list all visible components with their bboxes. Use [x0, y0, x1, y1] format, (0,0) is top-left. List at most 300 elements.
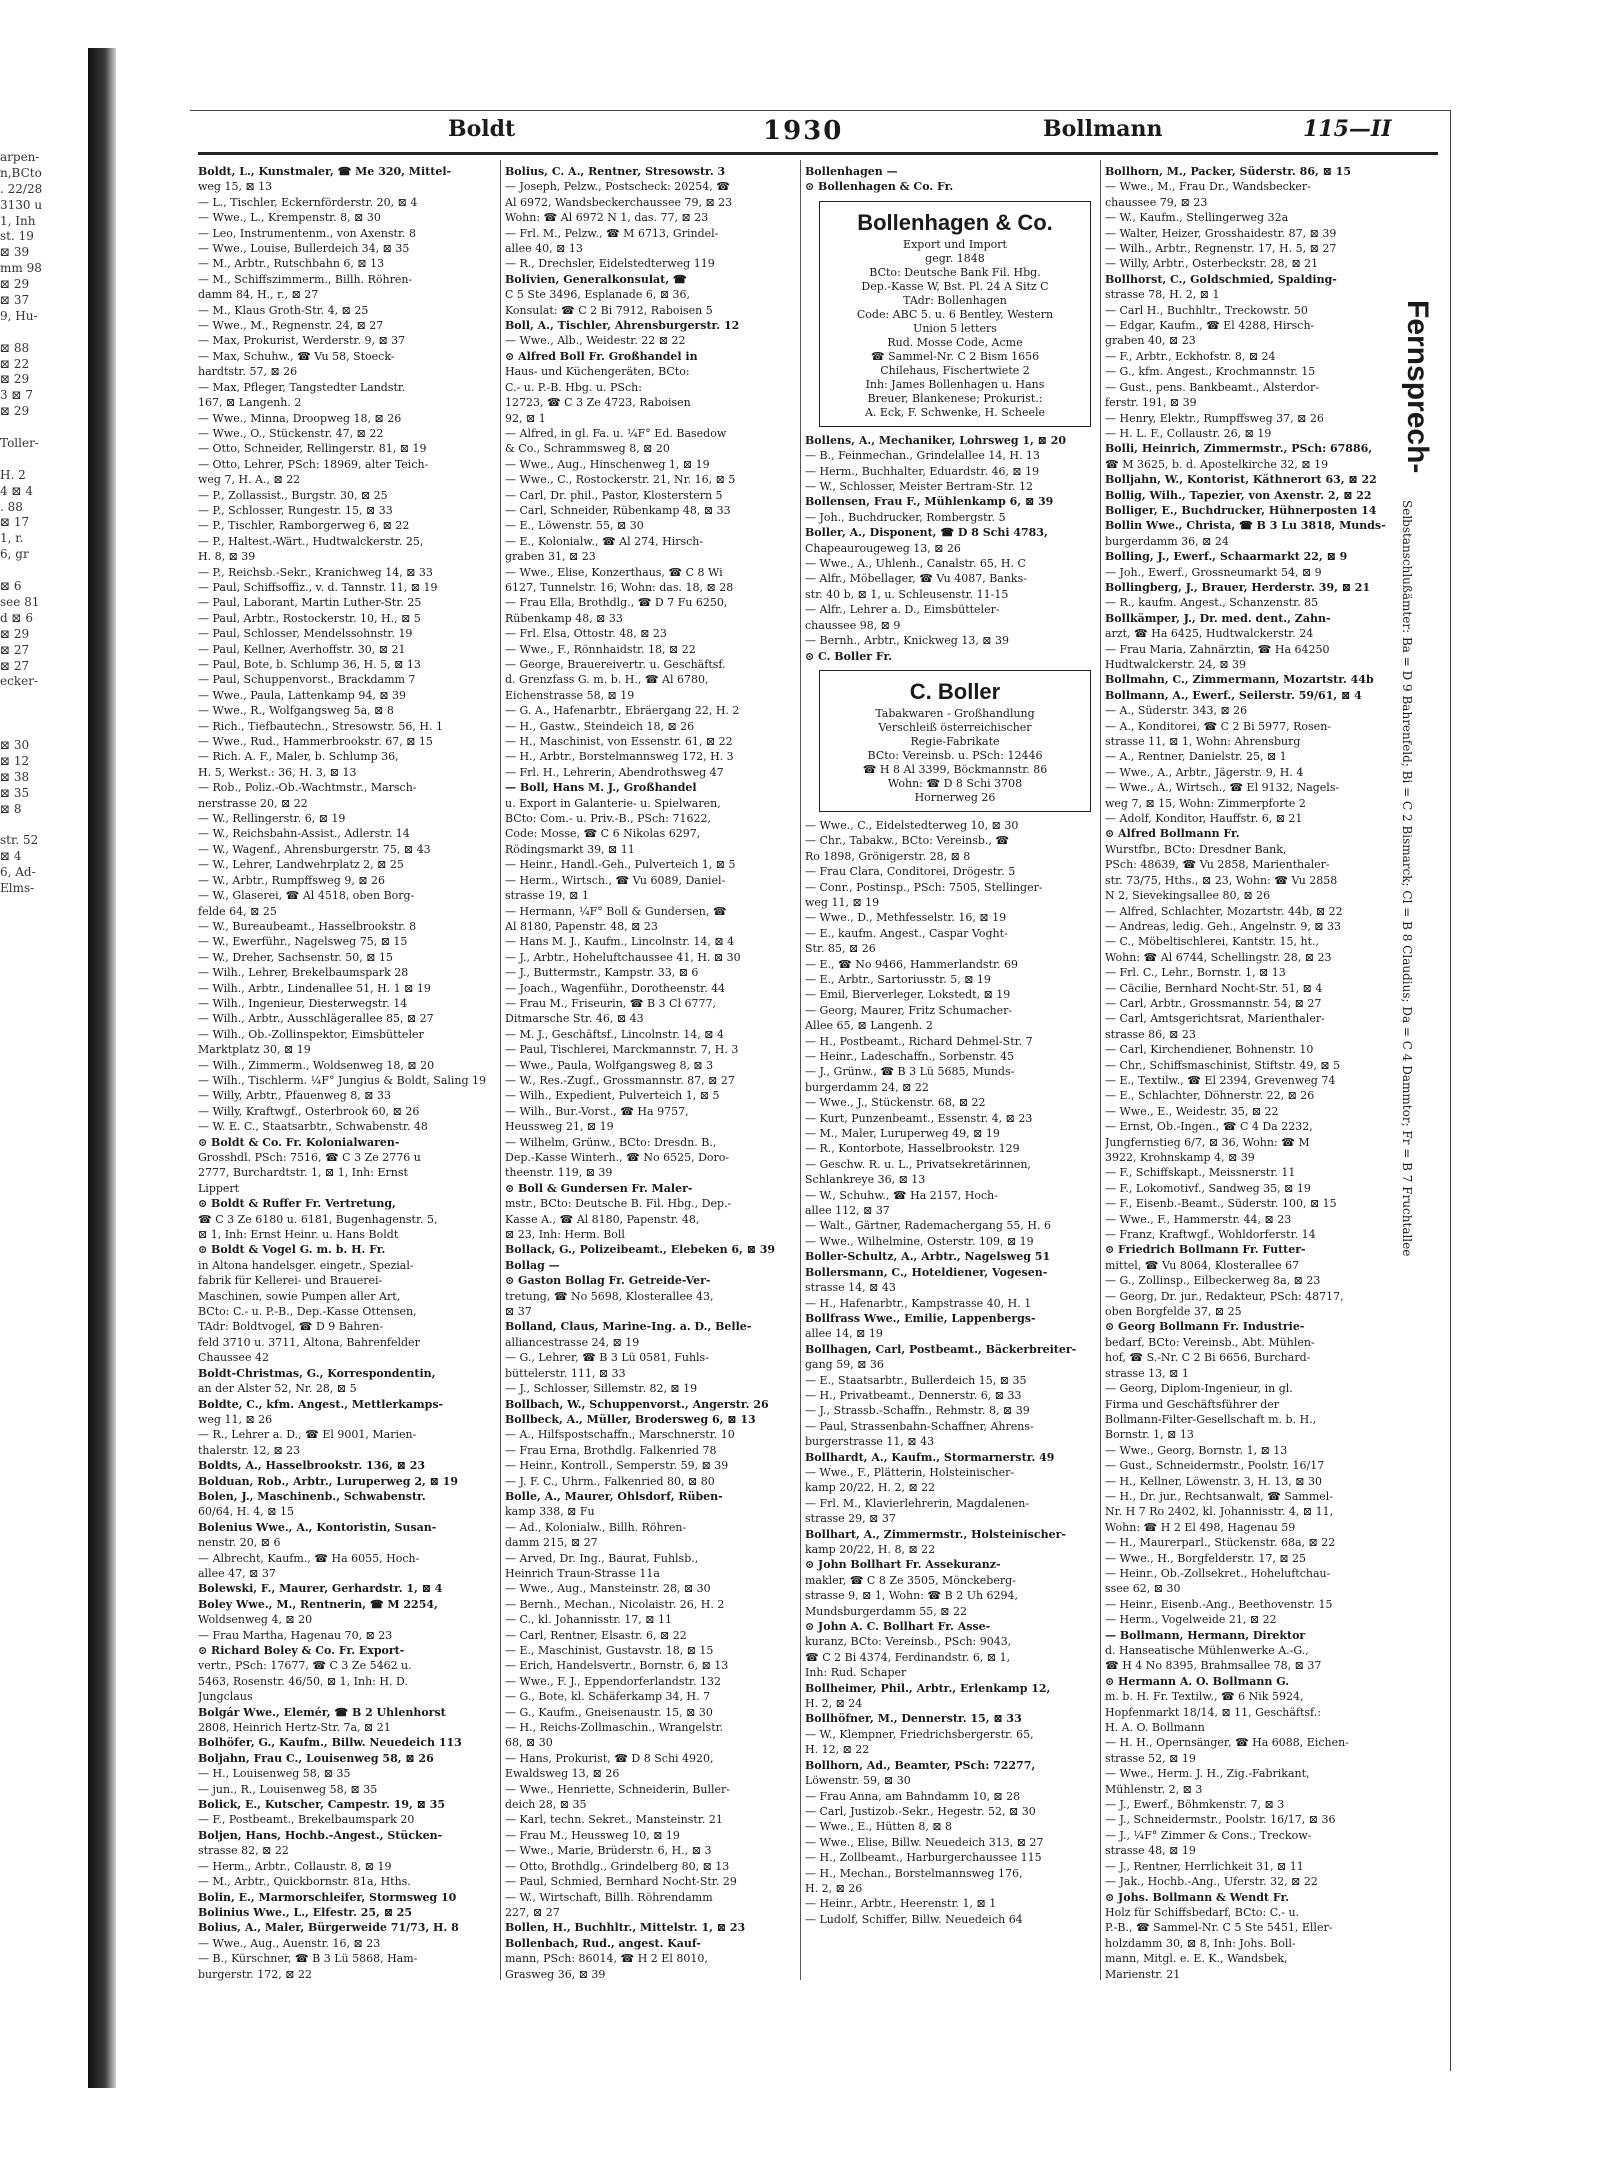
directory-entry: — Wwe., Paula, Wolfgangsweg 8, ⊠ 3 — [505, 1058, 714, 1072]
directory-entry: Heussweg 21, ⊠ 19 — [505, 1120, 614, 1134]
directory-entry: — Paul, Bote, b. Schlump 36, H. 5, ⊠ 13 — [198, 658, 421, 671]
directory-entry: — Wwe., H., Borgfelderstr. 17, ⊠ 25 — [1105, 1551, 1307, 1565]
directory-entry: — Ernst, Ob.-Ingen., ☎ C 4 Da 2232, — [1105, 1120, 1313, 1134]
directory-entry: Bollbach, W., Schuppenvorst., Angerstr. 26 — [505, 1397, 769, 1411]
directory-entry: Bolhöfer, G., Kaufm., Billw. Neuedeich 113 — [198, 1736, 462, 1750]
margin-fragment: see 81 — [0, 594, 40, 609]
directory-entry: strasse 52, ⊠ 19 — [1105, 1751, 1196, 1765]
directory-entry: allee 40, ⊠ 13 — [505, 242, 583, 256]
directory-entry: Bollheimer, Phil., Arbtr., Erlenkamp 12, — [805, 1681, 1051, 1695]
directory-entry: — E., Textilw., ☎ El 2394, Grevenweg 74 — [1105, 1073, 1336, 1087]
directory-entry: — A., Rentner, Danielstr. 25, ⊠ 1 — [1105, 750, 1287, 764]
directory-entry: — Heinr., Arbtr., Heerenstr. 1, ⊠ 1 — [805, 1897, 997, 1911]
directory-entry: hof, ☎ S.-Nr. C 2 Bi 6656, Burchard- — [1105, 1351, 1311, 1365]
margin-fragment: ⊠ 39 — [0, 245, 30, 260]
directory-entry: Inh: Rud. Schaper — [805, 1666, 907, 1680]
margin-fragment: ⊠ 29 — [0, 626, 30, 641]
directory-entry: — W., Schlosser, Meister Bertram-Str. 12 — [805, 480, 1033, 494]
directory-entry: — Wwe., Henriette, Schneiderin, Buller- — [505, 1782, 731, 1796]
margin-fragment: st. 19 — [0, 229, 34, 244]
directory-entry: — W., Schuhw., ☎ Ha 2157, Hoch- — [805, 1188, 998, 1202]
advert-line: Chilehaus, Fischertwiete 2 — [880, 363, 1030, 377]
directory-entry: — Wwe., M., Regnenstr. 24, ⊠ 27 — [198, 319, 384, 333]
advert-line: Regie-Fabrikate — [910, 734, 1000, 748]
directory-entry: — E., kaufm. Angest., Caspar Voght- — [805, 926, 1008, 940]
directory-entry: Bollensen, Frau F., Mühlenkamp 6, ⊠ 39 — [805, 495, 1054, 509]
directory-entry: ⊙ Boldt & Co. Fr. Kolonialwaren- — [198, 1135, 400, 1149]
directory-entry: Nr. H 7 Ro 2402, kl. Johannisstr. 4, ⊠ 11, — [1105, 1505, 1334, 1519]
advert-line: TAdr: Bollenhagen — [903, 293, 1007, 307]
advert-line: ☎ H 8 Al 3399, Böckmannstr. 86 — [862, 762, 1048, 776]
directory-entry: — Carl, Schneider, Rübenkamp 48, ⊠ 33 — [505, 503, 731, 517]
directory-entry: — Max, Schuhw., ☎ Vu 58, Stoeck- — [198, 349, 395, 363]
directory-entry: — Wwe., O., Stückenstr. 47, ⊠ 22 — [198, 426, 384, 440]
header-rule — [198, 152, 1438, 155]
directory-entry: Hudtwalckerstr. 24, ⊠ 39 — [1105, 658, 1247, 671]
margin-fragment: arpen- — [0, 150, 40, 164]
directory-entry: Bornstr. 1, ⊠ 13 — [1105, 1428, 1194, 1442]
directory-entry: — Wwe., C., Rostockerstr. 21, Nr. 16, ⊠ 5 — [505, 473, 736, 487]
directory-entry: — Wwe., Rud., Hammerbrookstr. 67, ⊠ 15 — [198, 735, 433, 749]
margin-fragment — [0, 706, 60, 722]
directory-entry: ⊙ John A. C. Bollhart Fr. Asse- — [805, 1620, 991, 1634]
directory-entry: str. 73/75, Hths., ⊠ 23, Wohn: ☎ Vu 2858 — [1105, 873, 1338, 887]
directory-entry: fabrik für Kellerei- und Brauerei- — [198, 1274, 383, 1288]
margin-fragment: ⊠ 35 — [0, 785, 30, 800]
directory-entry: N 2, Sievekingsallee 80, ⊠ 26 — [1105, 889, 1271, 903]
directory-entry: Bollig, Wilh., Tapezier, von Axenstr. 2, ⊠ 22 — [1105, 488, 1372, 502]
directory-entry: Jungclaus — [198, 1690, 253, 1704]
directory-entry: — Otto, Schneider, Rellingerstr. 81, ⊠ 19 — [198, 442, 427, 456]
directory-entry: — Wwe., Elise, Konzerthaus, ☎ C 8 Wi — [505, 565, 723, 579]
directory-entry: — Heinr., Handl.-Geh., Pulverteich 1, ⊠ 5 — [505, 858, 736, 872]
directory-entry: 167, ⊠ Langenh. 2 — [198, 396, 302, 410]
directory-entry: allee 47, ⊠ 37 — [198, 1566, 276, 1580]
directory-entry: Bolick, E., Kutscher, Campestr. 19, ⊠ 35 — [198, 1798, 446, 1812]
directory-entry: ⊙ C. Boller Fr. — [805, 649, 893, 663]
directory-entry: — Wilh., Tischlerm. ¼F° Jungius & Boldt, Saling 19 — [198, 1073, 487, 1087]
directory-entry: alliancestrasse 24, ⊠ 19 — [505, 1335, 640, 1349]
directory-entry: ⊙ Boldt & Ruffer Fr. Vertretung, — [198, 1197, 396, 1211]
directory-entry: ⊙ Alfred Boll Fr. Großhandel in — [505, 349, 698, 363]
directory-entry: — J., Rentner, Herrlichkeit 31, ⊠ 11 — [1105, 1859, 1304, 1873]
margin-fragment: ⊠ 88 — [0, 340, 30, 355]
directory-entry: — Walt., Gärtner, Rademachergang 55, H. 6 — [805, 1219, 1051, 1233]
advert-line: Code: ABC 5. u. 6 Bentley, Western — [856, 307, 1054, 321]
directory-entry: — Paul, Kellner, Averhoffstr. 30, ⊠ 21 — [198, 642, 406, 656]
margin-fragment: Elms- — [0, 880, 35, 895]
directory-entry: — Wwe., F., Rönnhaidstr. 18, ⊠ 22 — [505, 642, 696, 656]
advert-line: Hornerweg 26 — [914, 790, 996, 804]
directory-entry: graben 31, ⊠ 23 — [505, 550, 596, 564]
advert-line: BCto: Vereinsb. u. PSch: 12446 — [867, 748, 1043, 762]
directory-entry: — J., ¼F° Zimmer & Cons., Treckow- — [1105, 1828, 1312, 1842]
directory-entry: strasse 82, ⊠ 22 — [198, 1844, 289, 1858]
directory-entry: — Wwe., Paula, Lattenkamp 94, ⊠ 39 — [198, 688, 407, 702]
directory-entry: — Frau M., Friseurin, ☎ B 3 Cl 6777, — [505, 996, 716, 1010]
directory-entry: Firma und Geschäftsführer der — [1105, 1397, 1280, 1411]
directory-entry: Bolen, J., Maschinenb., Schwabenstr. — [198, 1489, 426, 1503]
directory-entry: — P., Zollassist., Burgstr. 30, ⊠ 25 — [198, 488, 388, 502]
directory-entry: — Wwe., R., Wolfgangsweg 5a, ⊠ 8 — [198, 704, 394, 718]
directory-entry: — Paul, Schiffsoffiz., v. d. Tannstr. 11, ⊠ 19 — [198, 580, 438, 594]
directory-entry: — Frau Maria, Zahnärztin, ☎ Ha 64250 — [1105, 642, 1330, 656]
directory-entry: — Wilh., Arbtr., Ausschlägerallee 85, ⊠ 27 — [198, 1012, 434, 1026]
directory-entry: — W., Klempner, Friedrichsbergerstr. 65, — [805, 1727, 1034, 1741]
directory-entry: Ditmarsche Str. 46, ⊠ 43 — [505, 1012, 644, 1026]
directory-entry: — Wwe., L., Krempenstr. 8, ⊠ 30 — [198, 211, 381, 225]
directory-entry: — Frl. M., Klavierlehrerin, Magdalenen- — [805, 1496, 1030, 1510]
directory-entry: — Henry, Elektr., Rumpffsweg 37, ⊠ 26 — [1105, 411, 1324, 425]
directory-entry: Ro 1898, Grönigerstr. 28, ⊠ 8 — [805, 849, 971, 863]
directory-entry: — H., Arbtr., Borstelmannsweg 172, H. 3 — [505, 750, 734, 764]
directory-entry: — Kurt, Punzenbeamt., Essenstr. 4, ⊠ 23 — [805, 1111, 1033, 1125]
directory-entry: — Franz, Kraftwgf., Wohldorferstr. 14 — [1105, 1228, 1316, 1242]
directory-entry: Al 8180, Papenstr. 48, ⊠ 23 — [505, 919, 658, 933]
directory-entry: — R., Drechsler, Eidelstedterweg 119 — [505, 257, 715, 271]
advert-line: Wohn: ☎ D 8 Schi 3708 — [887, 776, 1023, 790]
directory-entry: — B., Kürschner, ☎ B 3 Lü 5868, Ham- — [198, 1952, 418, 1966]
directory-entry: str. 40 b, ⊠ 1, u. Schleusenstr. 11-15 — [805, 587, 1009, 601]
directory-entry: — J., Schneidermstr., Poolstr. 16/17, ⊠ 36 — [1105, 1813, 1336, 1827]
directory-entry: — Wwe., Elise, Billw. Neuedeich 313, ⊠ 27 — [805, 1835, 1044, 1849]
directory-entry: Bollens, A., Mechaniker, Lohrsweg 1, ⊠ 20 — [805, 433, 1067, 447]
directory-entry: Marienstr. 21 — [1105, 1967, 1181, 1981]
directory-entry: — J., Schlosser, Sillemstr. 82, ⊠ 19 — [505, 1382, 698, 1396]
directory-entry: — Herm., Wirtsch., ☎ Vu 6089, Daniel- — [505, 873, 726, 887]
margin-fragment: 6, Ad- — [0, 865, 36, 880]
directory-entry: — Willy, Kraftwgf., Osterbrook 60, ⊠ 26 — [198, 1104, 420, 1118]
directory-entry: — H., Dr. jur., Rechtsanwalt, ☎ Sammel- — [1105, 1489, 1334, 1503]
directory-entry: m. b. H. Fr. Textilw., ☎ 6 Nik 5924, — [1105, 1690, 1304, 1704]
directory-entry: — Wilh., Arbtr., Lindenallee 51, H. 1 ⊠ 19 — [198, 981, 431, 995]
directory-entry: — M., Schiffszimmerm., Billh. Röhren- — [198, 272, 413, 286]
directory-entry: — W., Res.-Zugf., Grossmannstr. 87, ⊠ 27 — [505, 1073, 735, 1087]
directory-entry: Rübenkamp 48, ⊠ 33 — [505, 611, 623, 625]
directory-entry: — Wwe., F., Hammerstr. 44, ⊠ 23 — [1105, 1212, 1292, 1226]
directory-entry: — P., Schlosser, Rungestr. 15, ⊠ 33 — [198, 503, 393, 517]
directory-entry: strasse 29, ⊠ 37 — [805, 1512, 896, 1526]
directory-entry: — Frl. Elsa, Ottostr. 48, ⊠ 23 — [505, 627, 667, 641]
margin-fragment: n,BCto — [0, 165, 42, 180]
margin-fragment: 4 ⊠ 4 — [0, 483, 33, 498]
directory-entry: ferstr. 191, ⊠ 39 — [1105, 396, 1197, 410]
directory-entry: strasse 13, ⊠ 1 — [1105, 1366, 1189, 1380]
directory-entry: — Chr., Tabakw., BCto: Vereinsb., ☎ — [805, 834, 1010, 848]
directory-entry: — W., Kaufm., Stellingerweg 32a — [1105, 211, 1289, 225]
directory-entry: — Wwe., Wilhelmine, Osterstr. 109, ⊠ 19 — [805, 1234, 1034, 1248]
directory-entry: — R., Lehrer a. D., ☎ El 9001, Marien- — [198, 1428, 417, 1442]
directory-entry: — Joach., Wagenführ., Dorotheenstr. 44 — [505, 981, 726, 995]
directory-entry: — M., Arbtr., Quickbornstr. 81a, Hths. — [198, 1875, 411, 1889]
directory-entry: Wurstfbr., BCto: Dresdner Bank, — [1105, 842, 1287, 856]
directory-entry: — W., Wagenf., Ahrensburgerstr. 75, ⊠ 43 — [198, 842, 431, 856]
margin-fragment: ⊠ 30 — [0, 737, 30, 752]
directory-entry: — H., Reichs-Zollmaschin., Wrangelstr. — [505, 1721, 724, 1735]
directory-entry: — Hans, Prokurist, ☎ D 8 Schi 4920, — [505, 1751, 714, 1765]
directory-entry: strasse 48, ⊠ 19 — [1105, 1844, 1196, 1858]
advert-title: Bollenhagen & Co. — [857, 209, 1053, 235]
directory-entry: — R., kaufm. Angest., Schanzenstr. 85 — [1105, 596, 1319, 610]
margin-fragment — [0, 325, 60, 341]
directory-entry: — E., Kolonialw., ☎ Al 274, Hirsch- — [505, 534, 704, 548]
directory-entry: ⊙ Hermann A. O. Bollmann G. — [1105, 1674, 1290, 1688]
directory-entry: Boley Wwe., M., Rentnerin, ☎ M 2254, — [198, 1597, 438, 1611]
margin-fragment: ⊠ 29 — [0, 277, 30, 292]
directory-entry: makler, ☎ C 8 Ze 3505, Mönckeberg- — [805, 1573, 1016, 1587]
directory-entry: ⊠ 37 — [505, 1305, 532, 1319]
directory-entry: — A., Hilfspostschaffn., Marschnerstr. 10 — [505, 1428, 735, 1442]
directory-entry: H. 5, Werkst.: 36, H. 3, ⊠ 13 — [198, 765, 357, 779]
directory-entry: — E., Schlachter, Döhnerstr. 22, ⊠ 26 — [1105, 1089, 1315, 1103]
directory-entry: ⊙ Bollenhagen & Co. Fr. — [805, 180, 954, 194]
directory-entry: — Frau Ella, Brothdlg., ☎ D 7 Fu 6250, — [505, 596, 728, 610]
directory-entry: — Arved, Dr. Ing., Baurat, Fuhlsb., — [505, 1551, 699, 1565]
directory-entry: — Jak., Hochb.-Ang., Uferstr. 32, ⊠ 22 — [1105, 1875, 1318, 1889]
directory-entry: — Leo, Instrumentenm., von Axenstr. 8 — [198, 226, 416, 240]
directory-entry: — Herm., Vogelweide 21, ⊠ 22 — [1105, 1613, 1277, 1627]
directory-entry: Konsulat: ☎ C 2 Bi 7912, Raboisen 5 — [505, 303, 713, 317]
directory-entry: Chaussee 42 — [198, 1351, 269, 1365]
directory-entry: — H., Hafenarbtr., Kampstrasse 40, H. 1 — [805, 1296, 1032, 1310]
directory-entry: ☎ C 3 Ze 6180 u. 6181, Bugenhagenstr. 5, — [198, 1212, 438, 1226]
directory-entry: — Alfr., Lehrer a. D., Eimsbütteler- — [805, 603, 1000, 617]
directory-entry: — Frl. C., Lehr., Bornstr. 1, ⊠ 13 — [1105, 966, 1286, 980]
directory-entry: P.-B., ☎ Sammel-Nr. C 5 Ste 5451, Eller- — [1105, 1921, 1333, 1935]
directory-entry: — Frl. H., Lehrerin, Abendrothsweg 47 — [505, 765, 724, 779]
directory-entry: — Wwe., E., Hütten 8, ⊠ 8 — [805, 1820, 953, 1834]
directory-entry: — M., Klaus Groth-Str. 4, ⊠ 25 — [198, 303, 369, 317]
advert-line: Export und Import — [903, 237, 1007, 251]
directory-entry: vertr., PSch: 17677, ☎ C 3 Ze 5462 u. — [198, 1659, 412, 1673]
directory-entry: weg 15, ⊠ 13 — [198, 180, 273, 194]
directory-entry: — J., Strassb.-Schaffn., Rehmstr. 8, ⊠ 39 — [805, 1404, 1030, 1418]
directory-entry: — G., Kaufm., Gneisenaustr. 15, ⊠ 30 — [505, 1705, 713, 1719]
directory-entry: thalerstr. 12, ⊠ 23 — [198, 1443, 301, 1457]
directory-entry: holzdamm 30, ⊠ 8, Inh: Johs. Boll- — [1105, 1936, 1296, 1950]
directory-entry: — H. L. F., Collaustr. 26, ⊠ 19 — [1105, 426, 1272, 440]
directory-entry: Bollbeck, A., Müller, Brodersweg 6, ⊠ 13 — [505, 1412, 756, 1426]
directory-entry: Bollhöfner, M., Dennerstr. 15, ⊠ 33 — [805, 1712, 1022, 1726]
directory-entry: Bollfrass Wwe., Emilie, Lappenbergs- — [805, 1311, 1036, 1325]
directory-entry: ⊙ Boll & Gundersen Fr. Maler- — [505, 1181, 693, 1195]
directory-entry: weg 7, ⊠ 15, Wohn: Zimmerpforte 2 — [1105, 796, 1306, 810]
directory-entry: — Georg, Diplom-Ingenieur, in gl. — [1105, 1382, 1293, 1396]
advert-boller — [819, 670, 1091, 812]
page-header — [198, 110, 1438, 154]
directory-entry: Bollhorst, C., Goldschmied, Spalding- — [1105, 272, 1337, 286]
directory-entry: — Alfr., Möbellager, ☎ Vu 4087, Banks- — [805, 572, 1027, 586]
advert-line: Union 5 letters — [913, 321, 997, 335]
advert-line: Verschleiß österreichischer — [878, 720, 1032, 734]
advert-line: BCto: Deutsche Bank Fil. Hbg. — [869, 265, 1041, 279]
directory-entry: — M., Maler, Luruperweg 49, ⊠ 19 — [805, 1127, 1000, 1141]
directory-entry: kuranz, BCto: Vereinsb., PSch: 9043, — [805, 1635, 1012, 1649]
advert-line: ☎ Sammel-Nr. C 2 Bism 1656 — [870, 349, 1040, 363]
directory-entry: — Rob., Poliz.-Ob.-Wachtmstr., Marsch- — [198, 781, 417, 795]
directory-entry: burgerdamm 24, ⊠ 22 — [805, 1080, 929, 1094]
margin-fragment: str. 52 — [0, 833, 39, 848]
directory-entry: Jungfernstieg 6/7, ⊠ 36, Wohn: ☎ M — [1105, 1135, 1310, 1149]
directory-entry: — Max, Prokurist, Werderstr. 9, ⊠ 37 — [198, 334, 406, 348]
directory-entry: — Hermann, ¼F° Boll & Gundersen, ☎ — [505, 904, 727, 918]
directory-entry: arzt, ☎ Ha 6425, Hudtwalckerstr. 24 — [1105, 627, 1314, 641]
directory-entry: — Joh., Ewerf., Grossneumarkt 54, ⊠ 9 — [1105, 565, 1322, 579]
directory-entry: Bollack, G., Polizeibeamt., Elebeken 6, ⊠ 39 — [505, 1243, 776, 1257]
directory-entry: — A., Süderstr. 343, ⊠ 26 — [1105, 704, 1248, 718]
directory-entry: — Erich, Handelsvertr., Bornstr. 6, ⊠ 13 — [505, 1659, 729, 1673]
directory-entry: kamp 20/22, H. 2, ⊠ 22 — [805, 1481, 936, 1495]
directory-entry: — Wwe., Alb., Weidestr. 22 ⊠ 22 — [505, 334, 686, 348]
directory-entry: — J., Grünw., ☎ B 3 Lü 5685, Munds- — [805, 1065, 1015, 1079]
directory-entry: — Alfred, in gl. Fa. u. ¼F° Ed. Basedow — [505, 426, 727, 440]
margin-fragment: . 88 — [0, 499, 23, 514]
directory-entry: — Wwe., M., Frau Dr., Wandsbecker- — [1105, 180, 1311, 194]
directory-entry: Bollingberg, J., Brauer, Herderstr. 39, ⊠ 21 — [1105, 580, 1371, 594]
directory-entry: — Gust., pens. Bankbeamt., Alsterdor- — [1105, 380, 1319, 394]
directory-entry: — Wilh., Zimmerm., Woldsenweg 18, ⊠ 20 — [198, 1058, 435, 1072]
advert-title: C. Boller — [909, 678, 1001, 704]
header-page-number: 115—II — [1303, 116, 1392, 142]
directory-entry: Bolinius Wwe., L., Elfestr. 25, ⊠ 25 — [198, 1905, 413, 1919]
directory-entry: strasse 14, ⊠ 43 — [805, 1281, 896, 1295]
directory-entry: — Wwe., F. J., Eppendorferlandstr. 132 — [505, 1674, 721, 1688]
directory-entry: — Wwe., A., Wirtsch., ☎ El 9132, Nagels- — [1105, 781, 1340, 795]
directory-entry: Maschinen, sowie Pumpen aller Art, — [198, 1289, 401, 1303]
directory-entry: Boll, A., Tischler, Ahrensburgerstr. 12 — [505, 319, 740, 333]
directory-entry: & Co., Schrammsweg 8, ⊠ 20 — [505, 442, 670, 456]
directory-entry: burgerstrasse 11, ⊠ 43 — [805, 1435, 935, 1449]
directory-entry: H. A. O. Bollmann — [1105, 1721, 1205, 1735]
directory-entry: weg 7, H. A., ⊠ 22 — [198, 473, 301, 487]
margin-fragment: ⊠ 37 — [0, 293, 30, 308]
directory-column-1 — [198, 164, 498, 1984]
directory-entry: Dep.-Kasse Winterh., ☎ No 6525, Doro- — [505, 1151, 730, 1164]
margin-fragment — [0, 563, 60, 579]
directory-column-2 — [505, 164, 805, 1984]
directory-entry: Bolling, J., Ewerf., Schaarmarkt 22, ⊠ 9 — [1105, 550, 1348, 564]
directory-entry: C.- u. P.-B. Hbg. u. PSch: — [505, 380, 642, 394]
directory-entry: Bollmann, A., Ewerf., Seilerstr. 59/61, ⊠ 4 — [1105, 688, 1362, 702]
directory-entry: Allee 65, ⊠ Langenh. 2 — [805, 1019, 933, 1033]
directory-entry: hardtstr. 57, ⊠ 26 — [198, 365, 298, 379]
directory-entry: — Max, Pfleger, Tangstedter Landstr. — [198, 380, 406, 394]
directory-entry: — Otto, Brothdlg., Grindelberg 80, ⊠ 13 — [505, 1859, 730, 1873]
directory-entry: — Carl H., Buchhltr., Treckowstr. 50 — [1105, 303, 1308, 317]
directory-entry: Ewaldsweg 13, ⊠ 26 — [505, 1767, 620, 1781]
directory-entry: — H., Maurerparl., Stückenstr. 68a, ⊠ 22 — [1105, 1536, 1336, 1550]
directory-entry: — Rich. A. F., Maler, b. Schlump 36, — [198, 750, 399, 764]
directory-entry: Bolius, C. A., Rentner, Stresowstr. 3 — [505, 165, 726, 178]
directory-entry: Grosshdl. PSch: 7516, ☎ C 3 Ze 2776 u — [198, 1151, 421, 1164]
directory-entry: Haus- und Küchengeräten, BCto: — [505, 365, 690, 379]
directory-entry: 3922, Krohnskamp 4, ⊠ 39 — [1105, 1151, 1255, 1164]
directory-entry: ⊙ Gaston Bollag Fr. Getreide-Ver- — [505, 1274, 711, 1288]
directory-entry: C 5 Ste 3496, Esplanade 6, ⊠ 36, — [505, 288, 691, 302]
directory-entry: graben 40, ⊠ 23 — [1105, 334, 1196, 348]
directory-entry: u. Export in Galanterie- u. Spielwaren, — [505, 796, 721, 810]
directory-entry: — H., Postbeamt., Richard Dehmel-Str. 7 — [805, 1034, 1033, 1048]
directory-entry: nenstr. 20, ⊠ 6 — [198, 1536, 281, 1550]
book-binding — [88, 48, 116, 2088]
margin-fragment: ⊠ 6 — [0, 579, 22, 594]
directory-entry: H. 8, ⊠ 39 — [198, 550, 256, 564]
directory-entry: theenstr. 119, ⊠ 39 — [505, 1166, 613, 1180]
directory-entry: — Wwe., A., Uhlenh., Canalstr. 65, H. C — [805, 557, 1026, 571]
directory-entry: — H., Maschinist, von Essenstr. 61, ⊠ 22 — [505, 735, 733, 749]
directory-entry: chaussee 98, ⊠ 9 — [805, 618, 901, 632]
directory-entry: — Heinr., Ob.-Zollsekret., Hoheluftchau- — [1105, 1566, 1331, 1580]
directory-entry: Schlankreye 36, ⊠ 13 — [805, 1173, 926, 1187]
directory-entry: — Heinr., Kontroll., Semperstr. 59, ⊠ 39 — [505, 1459, 729, 1473]
directory-entry: Bolewski, F., Maurer, Gerhardstr. 1, ⊠ 4 — [198, 1582, 443, 1596]
directory-entry: BCto: C.- u. P.-B., Dep.-Kasse Ottensen, — [198, 1305, 417, 1319]
directory-entry: — Wwe., F., Plätterin, Holsteinischer- — [805, 1465, 1015, 1479]
directory-entry: — Conr., Postinsp., PSch: 7505, Stellinger- — [805, 880, 1043, 894]
directory-entry: — Willy, Arbtr., Pfauenweg 8, ⊠ 33 — [198, 1089, 391, 1103]
directory-entry: Bollhagen, Carl, Postbeamt., Bäckerbreiter- — [805, 1342, 1077, 1356]
directory-entry: — Paul, Laborant, Martin Luther-Str. 25 — [198, 596, 422, 610]
directory-entry: Chapeaurougeweg 13, ⊠ 26 — [805, 541, 961, 555]
advert-bollenhagen — [819, 201, 1091, 427]
directory-entry: mittel, ☎ Vu 8064, Klosterallee 67 — [1105, 1258, 1300, 1272]
directory-entry: Boldts, A., Hasselbrookstr. 136, ⊠ 23 — [198, 1459, 426, 1473]
directory-entry: — Alfred, Schlachter, Mozartstr. 44b, ⊠ 22 — [1105, 904, 1343, 918]
directory-entry: Str. 85, ⊠ 26 — [805, 942, 876, 956]
directory-entry: Eichenstrasse 58, ⊠ 19 — [505, 688, 635, 702]
margin-fragment — [0, 690, 60, 706]
directory-entry: — P., Haltest.-Wärt., Hudtwalckerstr. 25, — [198, 534, 424, 548]
directory-entry: bedarf, BCto: Vereinsb., Abt. Mühlen- — [1105, 1335, 1315, 1349]
directory-entry: Bollag — — [505, 1258, 560, 1272]
directory-column-4 — [1105, 164, 1390, 1984]
directory-entry: — jun., R., Louisenweg 58, ⊠ 35 — [198, 1782, 378, 1796]
directory-entry: 60/64, H. 4, ⊠ 15 — [198, 1505, 294, 1519]
margin-fragment: 1, Inh — [0, 213, 36, 228]
directory-entry: Boller, A., Disponent, ☎ D 8 Schi 4783, — [805, 526, 1048, 540]
directory-entry: — W., Ewerführ., Nagelsweg 75, ⊠ 15 — [198, 935, 408, 949]
directory-entry: — Wwe., C., Eidelstedterweg 10, ⊠ 30 — [805, 818, 1019, 832]
directory-entry: — Wwe., Louise, Bullerdeich 34, ⊠ 35 — [198, 242, 410, 256]
directory-entry: ⊙ Richard Boley & Co. Fr. Export- — [198, 1644, 405, 1657]
directory-entry: Marktplatz 30, ⊠ 19 — [198, 1043, 311, 1057]
directory-entry: H. 2, ⊠ 26 — [805, 1881, 863, 1895]
directory-entry: BCto: Com.- u. Priv.-B., PSch: 71622, — [505, 812, 711, 826]
margin-fragment: ⊠ 38 — [0, 769, 30, 784]
margin-fragment: ⊠ 4 — [0, 849, 22, 864]
margin-fragment — [0, 817, 60, 833]
directory-entry: — E., Löwenstr. 55, ⊠ 30 — [505, 519, 644, 533]
margin-fragment: ⊠ 29 — [0, 404, 30, 419]
directory-entry: — G., Zollinsp., Eilbeckerweg 8a, ⊠ 23 — [1105, 1274, 1321, 1288]
directory-entry: 2808, Heinrich Hertz-Str. 7a, ⊠ 21 — [198, 1721, 391, 1735]
directory-entry: ⊙ Friedrich Bollmann Fr. Futter- — [1105, 1243, 1306, 1257]
directory-entry: — W., Lehrer, Landwehrplatz 2, ⊠ 25 — [198, 858, 404, 872]
directory-entry: — Carl, Dr. phil., Pastor, Klosterstern 5 — [505, 488, 723, 502]
directory-entry: — Wwe., J., Stückenstr. 68, ⊠ 22 — [805, 1096, 986, 1110]
directory-entry: Boljen, Hans, Hochb.-Angest., Stücken- — [198, 1828, 443, 1842]
directory-entry: Hopfenmarkt 18/14, ⊠ 11, Geschäftsf.: — [1105, 1705, 1321, 1719]
directory-entry: strasse 78, H. 2, ⊠ 1 — [1105, 288, 1220, 302]
directory-entry: Bollmahn, C., Zimmermann, Mozartstr. 44b — [1105, 673, 1374, 687]
directory-entry: — Bernh., Mechan., Nicolaistr. 26, H. 2 — [505, 1597, 725, 1611]
directory-entry: — Ludolf, Schiffer, Billw. Neuedeich 64 — [805, 1912, 1023, 1926]
directory-entry: — W., Wirtschaft, Billh. Röhrendamm — [505, 1890, 713, 1904]
margin-fragment: ⊠ 27 — [0, 658, 30, 673]
directory-entry: — M. J., Geschäftsf., Lincolnstr. 14, ⊠ 4 — [505, 1027, 724, 1041]
directory-entry: — Paul, Schmied, Bernhard Nocht-Str. 29 — [505, 1875, 737, 1889]
directory-entry: — Paul, Schlosser, Mendelssohnstr. 19 — [198, 627, 413, 641]
